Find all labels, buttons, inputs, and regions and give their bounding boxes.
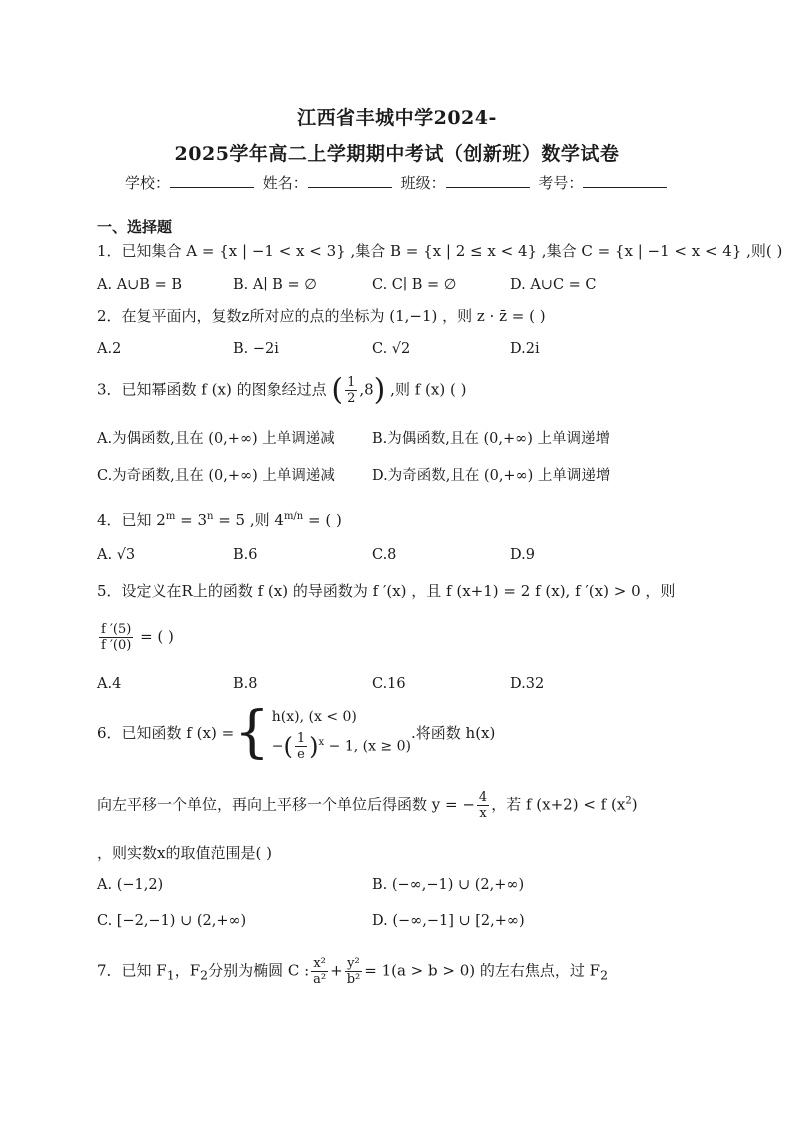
question-6-line-2	[97, 790, 638, 821]
q6-case-2	[272, 730, 411, 762]
q7-stem-a: 7．已知 F	[97, 961, 167, 980]
q3-option-a: A.为偶函数,且在 (0,+∞) 上单调递减	[97, 431, 335, 447]
q7-f2-num: y²	[347, 956, 360, 971]
q3-stem-b: ,则 f (x) ( )	[390, 380, 467, 399]
q5-frac-den: f ′(0)	[101, 638, 132, 653]
q7-frac-x	[311, 956, 328, 987]
q2-option-b: B. −2i	[233, 341, 279, 357]
q6-line2-c: )	[631, 795, 638, 814]
paren: (	[283, 732, 293, 761]
q6-stem-a: 6．已知函数 f (x) =	[97, 724, 235, 743]
question-6-stem	[97, 700, 496, 766]
name-label: 姓名：	[262, 174, 308, 192]
q6-piecewise	[97, 700, 496, 766]
q6-line2-fraction	[477, 790, 489, 821]
q6-case2-minus: −	[271, 738, 284, 755]
q4-stem-c: = 5 ,则 4	[213, 511, 284, 529]
q3-point-num: 1	[347, 375, 356, 390]
exam-title-line1: 江西省丰城中学2024-	[297, 107, 497, 129]
q7-stem-b: ，F	[174, 961, 201, 980]
q4-stem-b: = 3	[175, 511, 207, 529]
q7-frac-y	[345, 956, 363, 987]
q6-case2-fraction	[295, 731, 307, 762]
q5-frac-num: f ′(5)	[101, 622, 132, 637]
q5-derivative-fraction	[99, 622, 133, 653]
q7-sub2: 2	[200, 967, 209, 983]
question-5-stem: 5．设定义在R上的函数 f (x) 的导函数为 f ′(x) ，且 f (x+1) = 2 f (x), f ′(x) > 0 ，则	[97, 582, 676, 600]
q2-option-d: D.2i	[510, 341, 540, 357]
school-label: 学校：	[125, 174, 171, 192]
q3-stem-a: 3．已知幂函数 f (x) 的图象经过点	[97, 380, 327, 399]
q7-plus: +	[330, 961, 343, 980]
q5-option-c: C.16	[372, 676, 406, 692]
q4-exp-m: m	[165, 511, 176, 522]
q6-case2-b: − 1, (x ≥ 0)	[328, 738, 411, 755]
q4-exp-n: n	[207, 511, 214, 522]
q3-option-d: D.为奇函数,且在 (0,+∞) 上单调递增	[372, 468, 611, 484]
q6-case-1: h(x), (x < 0)	[271, 709, 357, 725]
q4-stem-a: 4．已知 2	[97, 511, 166, 529]
q4-stem-d: = ( )	[303, 511, 342, 529]
question-2-stem: 2．在复平面内，复数z所对应的点的坐标为 (1,−1) ，则 z · z̄ = ( )	[97, 307, 546, 325]
q7-stem-c: 分别为椭圆 C :	[208, 961, 310, 980]
q4-option-c: C.8	[372, 547, 397, 563]
q7-f1-den: a²	[313, 972, 327, 987]
left-brace: {	[234, 700, 270, 766]
q3-point-den: 2	[347, 391, 356, 406]
left-paren: (	[331, 372, 344, 408]
q1-option-a: A. A∪B = B	[97, 277, 182, 293]
question-6-line-3: ，则实数x的取值范围是( )	[97, 844, 272, 862]
paren: )	[309, 732, 319, 761]
q6-line2-den: x	[479, 806, 487, 821]
q5-frac-rest: = ( )	[140, 627, 174, 646]
q6-exp-x: x	[318, 737, 325, 748]
q1-option-d: D. A∪C = C	[510, 277, 597, 293]
q7-stem-d: = 1(a > b > 0) 的左右焦点，过 F	[364, 961, 601, 980]
q5-option-b: B.8	[233, 676, 258, 692]
question-5-fraction-line	[97, 622, 174, 653]
q3-option-b: B.为偶函数,且在 (0,+∞) 上单调递增	[372, 431, 610, 447]
school-blank[interactable]	[170, 175, 254, 188]
exam-number-blank[interactable]	[583, 175, 667, 188]
q2-option-c: C. √2	[372, 341, 411, 357]
name-blank[interactable]	[308, 175, 392, 188]
q4-option-a: A. √3	[97, 547, 136, 563]
question-3-stem	[97, 372, 467, 408]
q5-option-d: D.32	[510, 676, 545, 692]
q7-sub3: 2	[600, 967, 609, 983]
q7-f1-num: x²	[313, 956, 326, 971]
q6-option-b: B. (−∞,−1) ∪ (2,+∞)	[372, 877, 525, 893]
q6-line2-b: ，若 f (x+2) < f (x	[491, 795, 626, 814]
q1-option-b: B. A∣ B = ∅	[233, 277, 317, 293]
q6-option-d: D. (−∞,−1] ∪ [2,+∞)	[372, 913, 525, 929]
question-7-stem	[97, 956, 608, 987]
q1-option-c: C. C∣ B = ∅	[372, 277, 457, 293]
section-heading: 一、选择题	[97, 218, 173, 236]
exam-title-line2: 2025学年高二上学期期中考试（创新班）数学试卷	[174, 143, 620, 165]
q4-option-b: B.6	[233, 547, 258, 563]
q3-point-rest: ,8	[359, 380, 374, 399]
q6-cases	[272, 704, 411, 762]
q7-sub1: 1	[166, 967, 175, 983]
q6-option-a: A. (−1,2)	[97, 877, 164, 893]
q6-case2-den: e	[297, 747, 305, 763]
q3-point-fraction	[345, 375, 357, 406]
q6-case2-num: 1	[296, 731, 306, 747]
q7-f2-den: b²	[346, 972, 361, 987]
student-info-row	[125, 172, 671, 193]
class-label: 班级：	[400, 174, 446, 192]
q5-option-a: A.4	[97, 676, 122, 692]
q4-exp-frac: m/n	[283, 511, 304, 522]
q6-line2-exp: 2	[625, 795, 632, 807]
question-1-stem: 1．已知集合 A = {x | −1 < x < 3} ,集合 B = {x | 2 ≤ x < 4} ,集合 C = {x | −1 < x < 4} ,则( )	[97, 242, 783, 260]
q6-stem-b: .将函数 h(x)	[411, 724, 496, 743]
q6-line2-a: 向左平移一个单位，再向上平移一个单位后得函数 y = −	[97, 795, 475, 814]
class-blank[interactable]	[446, 175, 530, 188]
q3-option-c: C.为奇函数,且在 (0,+∞) 上单调递减	[97, 468, 335, 484]
right-paren: )	[373, 372, 386, 408]
question-4-stem	[97, 506, 342, 531]
q6-option-c: C. [−2,−1) ∪ (2,+∞)	[97, 913, 247, 929]
q6-line2-num: 4	[478, 790, 488, 805]
q2-option-a: A.2	[97, 341, 122, 357]
exam-number-label: 考号：	[538, 174, 584, 192]
q4-option-d: D.9	[510, 547, 535, 563]
